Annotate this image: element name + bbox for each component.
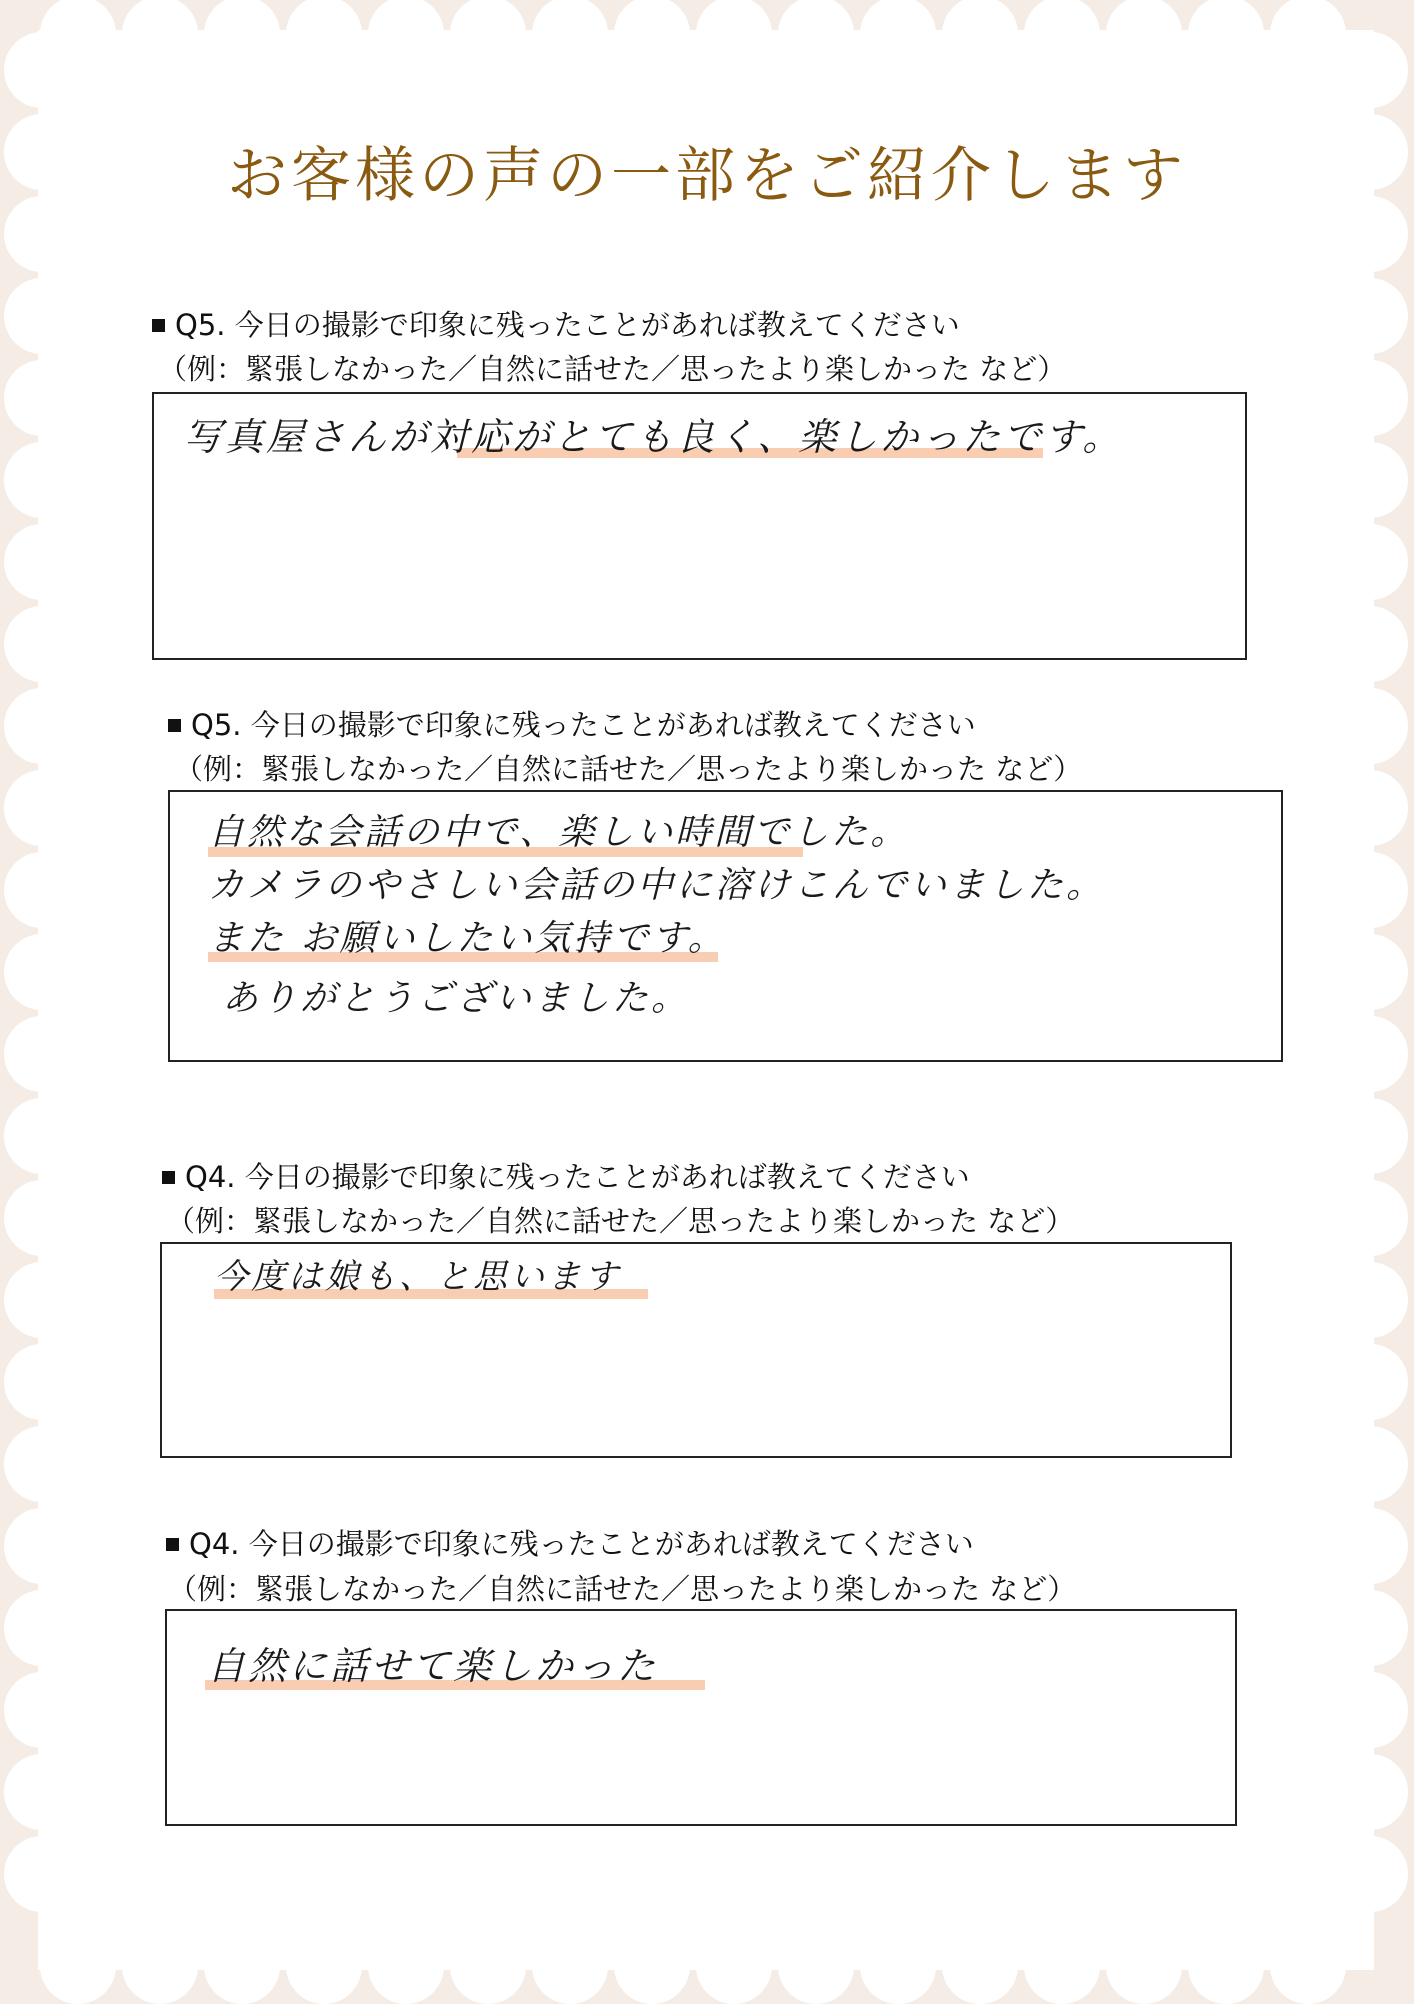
example-text: （例：緊張しなかった／自然に話せた／思ったより楽しかった など） [158, 352, 1067, 386]
scallop-shape [1332, 1590, 1408, 1666]
bullet-square-icon [152, 319, 165, 332]
scallop-shape [1332, 934, 1408, 1010]
scallop-shape [450, 1928, 526, 2004]
question-text: Q5. 今日の撮影で印象に残ったことがあれば教えてください [175, 308, 960, 342]
scallop-shape [4, 606, 80, 682]
bullet-square-icon [162, 1171, 175, 1184]
question-label [162, 1155, 970, 1196]
handwritten-answer-line: カメラのやさしい会話の中に溶けこんでいました。 [208, 865, 1106, 906]
scallop-shape [4, 770, 80, 846]
scallop-shape [1332, 1016, 1408, 1092]
scallop-shape [1332, 770, 1408, 846]
question-text: Q4. 今日の撮影で印象に残ったことがあれば教えてください [189, 1527, 974, 1561]
scallop-shape [4, 1590, 80, 1666]
scallop-shape [860, 1928, 936, 2004]
scallop-shape [4, 1672, 80, 1748]
scallop-shape [1332, 1262, 1408, 1338]
scallop-shape [4, 442, 80, 518]
scallop-shape [4, 1098, 80, 1174]
scallop-shape [1188, 1928, 1264, 2004]
scallop-shape [4, 1016, 80, 1092]
scallop-shape [778, 1928, 854, 2004]
handwritten-answer-line: また お願いしたい気持です。 [208, 918, 727, 959]
scallop-shape [614, 1928, 690, 2004]
bullet-square-icon [168, 719, 181, 732]
example-text: （例：緊張しなかった／自然に話せた／思ったより楽しかった など） [166, 1204, 1075, 1238]
question-label [168, 703, 976, 744]
question-text: Q5. 今日の撮影で印象に残ったことがあれば教えてください [191, 708, 976, 742]
handwritten-answer: 写真屋さんが対応がとても良く、楽しかったです。 [184, 415, 1124, 459]
scallop-shape [1332, 688, 1408, 764]
scallop-shape [1332, 1836, 1408, 1912]
scallop-shape [942, 1928, 1018, 2004]
scallop-shape [4, 278, 80, 354]
example-text: （例：緊張しなかった／自然に話せた／思ったより楽しかった など） [168, 1572, 1077, 1606]
handwritten-answer: 今度は娘も、と思います [214, 1257, 621, 1297]
question-text: Q4. 今日の撮影で印象に残ったことがあれば教えてください [185, 1160, 970, 1194]
handwritten-answer-line: ありがとうございました。 [222, 978, 691, 1019]
scallop-shape [532, 1928, 608, 2004]
scallop-shape [4, 852, 80, 928]
handwritten-answer: 自然に話せて楽しかった [207, 1644, 659, 1688]
scallop-shape [1332, 278, 1408, 354]
scallop-shape [1332, 1098, 1408, 1174]
scallop-shape [4, 1508, 80, 1584]
scallop-shape [1024, 1928, 1100, 2004]
scallop-shape [1332, 1508, 1408, 1584]
scallop-shape [4, 1180, 80, 1256]
scallop-shape [1332, 442, 1408, 518]
answer-box [168, 790, 1283, 1062]
scallop-shape [1106, 1928, 1182, 2004]
scallop-shape [4, 1262, 80, 1338]
scallop-shape [1332, 1426, 1408, 1502]
scallop-shape [4, 1426, 80, 1502]
scallop-shape [1332, 32, 1408, 108]
scallop-shape [4, 934, 80, 1010]
answer-box [165, 1609, 1237, 1826]
scallop-shape [1332, 1344, 1408, 1420]
handwritten-answer-line: 自然な会話の中で、楽しい時間でした。 [208, 812, 910, 853]
scallop-shape [204, 1928, 280, 2004]
scallop-shape [4, 1754, 80, 1830]
scallop-shape [4, 360, 80, 436]
answer-box [152, 392, 1247, 660]
scallop-shape [1332, 524, 1408, 600]
scallop-shape [1332, 1754, 1408, 1830]
scallop-shape [40, 1928, 116, 2004]
scallop-shape [368, 1928, 444, 2004]
scallop-shape [696, 1928, 772, 2004]
scallop-shape [4, 1836, 80, 1912]
scallop-shape [4, 688, 80, 764]
question-label [152, 303, 960, 344]
scallop-shape [4, 32, 80, 108]
scallop-shape [1332, 1672, 1408, 1748]
scallop-shape [1270, 1928, 1346, 2004]
scallop-shape [4, 524, 80, 600]
scallop-shape [4, 1344, 80, 1420]
answer-box [160, 1242, 1232, 1458]
scallop-shape [1332, 852, 1408, 928]
scallop-shape [1332, 1180, 1408, 1256]
scallop-shape [1332, 360, 1408, 436]
scallop-shape [1332, 606, 1408, 682]
page-title: お客様の声の一部をご紹介します [227, 141, 1187, 211]
example-text: （例：緊張しなかった／自然に話せた／思ったより楽しかった など） [174, 752, 1083, 786]
scallop-shape [286, 1928, 362, 2004]
bullet-square-icon [166, 1538, 179, 1551]
scallop-shape [122, 1928, 198, 2004]
question-label [166, 1522, 974, 1563]
